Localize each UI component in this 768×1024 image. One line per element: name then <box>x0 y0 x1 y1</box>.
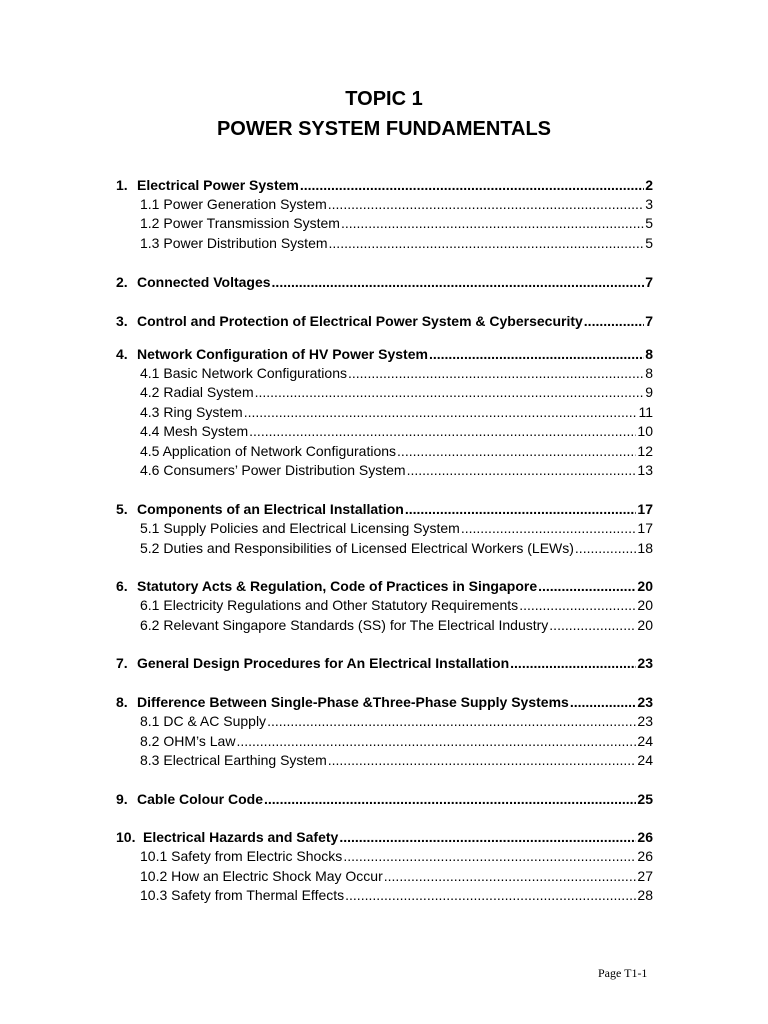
toc-subsection-entry <box>140 597 653 616</box>
toc-subsection-entry <box>140 540 653 559</box>
toc-entry-number: 10. <box>116 829 136 845</box>
dot-leader <box>397 443 636 459</box>
toc-entry-title: 5.1 Supply Policies and Electrical Licensing System <box>140 520 460 536</box>
dot-leader <box>461 520 637 536</box>
toc-entry-title: Control and Protection of Electrical Power System & Cybersecurity <box>137 313 583 329</box>
toc-section-entry <box>116 313 653 332</box>
dot-leader <box>272 274 645 290</box>
toc-page-number: 23 <box>637 694 653 710</box>
dot-leader <box>429 346 644 362</box>
toc-page-number: 17 <box>637 501 653 517</box>
toc-section-entry <box>116 829 653 848</box>
toc-section-entry <box>116 694 653 713</box>
toc-page-number: 12 <box>637 443 653 459</box>
toc-entry-title: 10.3 Safety from Thermal Effects <box>140 887 345 903</box>
toc-page-number: 26 <box>637 848 653 864</box>
toc-entry-number: 2. <box>116 274 128 290</box>
toc-page-number: 2 <box>645 177 653 193</box>
toc-subsection-entry <box>140 235 653 254</box>
toc-entry-title: 5.2 Duties and Responsibilities of Licensed Electrical Workers (LEWs) <box>140 540 574 556</box>
toc-page-number: 23 <box>637 655 653 671</box>
dot-leader <box>343 848 636 864</box>
dot-leader <box>264 791 636 807</box>
toc-entry-number: 6. <box>116 578 128 594</box>
toc-page-number: 11 <box>638 404 653 420</box>
toc-section-entry <box>116 274 653 293</box>
toc-subsection-entry <box>140 713 653 732</box>
toc-page-number: 20 <box>637 617 653 633</box>
toc-subsection-entry <box>140 423 653 442</box>
toc-page-number: 26 <box>637 829 653 845</box>
toc-section-entry <box>116 791 653 810</box>
dot-leader <box>407 462 637 478</box>
toc-page-number: 20 <box>637 578 653 594</box>
dot-leader <box>267 713 636 729</box>
toc-entry-title: Electrical Hazards and Safety <box>143 829 339 845</box>
dot-leader <box>570 694 637 710</box>
toc-entry-number: 5. <box>116 501 128 517</box>
dot-leader <box>341 215 644 231</box>
dot-leader <box>244 404 638 420</box>
toc-entry-title: 8.2 OHM’s Law <box>140 733 236 749</box>
toc-entry-number: 8. <box>116 694 128 710</box>
dot-leader <box>300 177 644 193</box>
toc-entry-title: 4.1 Basic Network Configurations <box>140 365 347 381</box>
toc-entry-title: General Design Procedures for An Electrical Installation <box>137 655 510 671</box>
toc-section-entry <box>116 655 653 674</box>
dot-leader <box>236 733 636 749</box>
toc-entry-title: 1.1 Power Generation System <box>140 196 327 212</box>
toc-page-number: 17 <box>637 520 653 536</box>
toc-entry-title: 10.1 Safety from Electric Shocks <box>140 848 343 864</box>
toc-subsection-entry <box>140 752 653 771</box>
dot-leader <box>329 235 645 251</box>
toc-entry-title: 8.1 DC & AC Supply <box>140 713 267 729</box>
toc-page-number: 8 <box>645 346 653 362</box>
toc-entry-title: Electrical Power System <box>137 177 299 193</box>
dot-leader <box>345 887 636 903</box>
toc-section-entry <box>116 346 653 365</box>
toc-page-number: 24 <box>637 752 653 768</box>
toc-subsection-entry <box>140 404 653 423</box>
toc-page-number: 20 <box>637 597 653 613</box>
dot-leader <box>510 655 636 671</box>
dot-leader <box>255 384 645 400</box>
toc-page-number: 7 <box>645 313 653 329</box>
toc-subsection-entry <box>140 848 653 867</box>
toc-page-number: 7 <box>645 274 653 290</box>
toc-entry-title: 10.2 How an Electric Shock May Occur <box>140 868 383 884</box>
toc-entry-title: 4.4 Mesh System <box>140 423 249 439</box>
dot-leader <box>348 365 644 381</box>
toc-entry-number: 9. <box>116 791 128 807</box>
toc-page-number: 18 <box>637 540 653 556</box>
dot-leader <box>584 313 644 329</box>
toc-subsection-entry <box>140 443 653 462</box>
dot-leader <box>384 868 637 884</box>
toc-subsection-entry <box>140 887 653 906</box>
toc-entry-number: 7. <box>116 655 128 671</box>
toc-entry-title: 8.3 Electrical Earthing System <box>140 752 327 768</box>
toc-page-number: 25 <box>637 791 653 807</box>
toc-subsection-entry <box>140 733 653 752</box>
toc-entry-number: 4. <box>116 346 128 362</box>
toc-section-entry <box>116 501 653 520</box>
toc-subsection-entry <box>140 384 653 403</box>
dot-leader <box>575 540 637 556</box>
toc-entry-title: Cable Colour Code <box>137 791 264 807</box>
toc-subsection-entry <box>140 462 653 481</box>
dot-leader <box>249 423 636 439</box>
toc-entry-title: 4.2 Radial System <box>140 384 254 400</box>
topic-title: POWER SYSTEM FUNDAMENTALS <box>216 118 552 140</box>
toc-entry-number: 3. <box>116 313 128 329</box>
toc-entry-title: 1.3 Power Distribution System <box>140 235 328 251</box>
toc-page-number: 3 <box>645 196 653 212</box>
dot-leader <box>328 196 644 212</box>
toc-entry-title: Statutory Acts & Regulation, Code of Practices in Singapore <box>137 578 538 594</box>
toc-entry-number: 1. <box>116 177 128 193</box>
dot-leader <box>339 829 636 845</box>
toc-page-number: 24 <box>637 733 653 749</box>
toc-page-number: 5 <box>645 215 653 231</box>
toc-page-number: 10 <box>637 423 653 439</box>
toc-page-number: 8 <box>645 365 653 381</box>
toc-page-number: 13 <box>637 462 653 478</box>
toc-entry-title: 4.6 Consumers’ Power Distribution System <box>140 462 406 478</box>
page-number-footer: Page T1-1 <box>598 966 648 980</box>
toc-section-entry <box>116 177 653 196</box>
toc-entry-title: 4.3 Ring System <box>140 404 243 420</box>
toc-entry-title: Network Configuration of HV Power System <box>137 346 428 362</box>
toc-section-entry <box>116 578 653 597</box>
toc-page-number: 28 <box>637 887 653 903</box>
topic-heading: TOPIC 1 <box>345 88 423 110</box>
toc-subsection-entry <box>140 365 653 384</box>
toc-page-number: 23 <box>637 713 653 729</box>
dot-leader <box>538 578 636 594</box>
toc-entry-title: Components of an Electrical Installation <box>137 501 404 517</box>
toc-subsection-entry <box>140 617 653 636</box>
toc-page-number: 5 <box>645 235 653 251</box>
toc-entry-title: 6.1 Electricity Regulations and Other Statutory Requirements <box>140 597 519 613</box>
dot-leader <box>549 617 636 633</box>
toc-subsection-entry <box>140 868 653 887</box>
dot-leader <box>519 597 636 613</box>
toc-entry-title: Connected Voltages <box>137 274 271 290</box>
toc-subsection-entry <box>140 215 653 234</box>
toc-page-number: 9 <box>645 384 653 400</box>
toc-page-number: 27 <box>637 868 653 884</box>
toc-entry-title: 4.5 Application of Network Configurations <box>140 443 397 459</box>
toc-entry-title: 1.2 Power Transmission System <box>140 215 340 231</box>
dot-leader <box>328 752 637 768</box>
toc-subsection-entry <box>140 520 653 539</box>
toc-entry-title: 6.2 Relevant Singapore Standards (SS) for The Electrical Industry <box>140 617 549 633</box>
toc-entry-title: Difference Between Single-Phase &Three-Phase Supply Systems <box>137 694 569 710</box>
dot-leader <box>405 501 637 517</box>
toc-subsection-entry <box>140 196 653 215</box>
